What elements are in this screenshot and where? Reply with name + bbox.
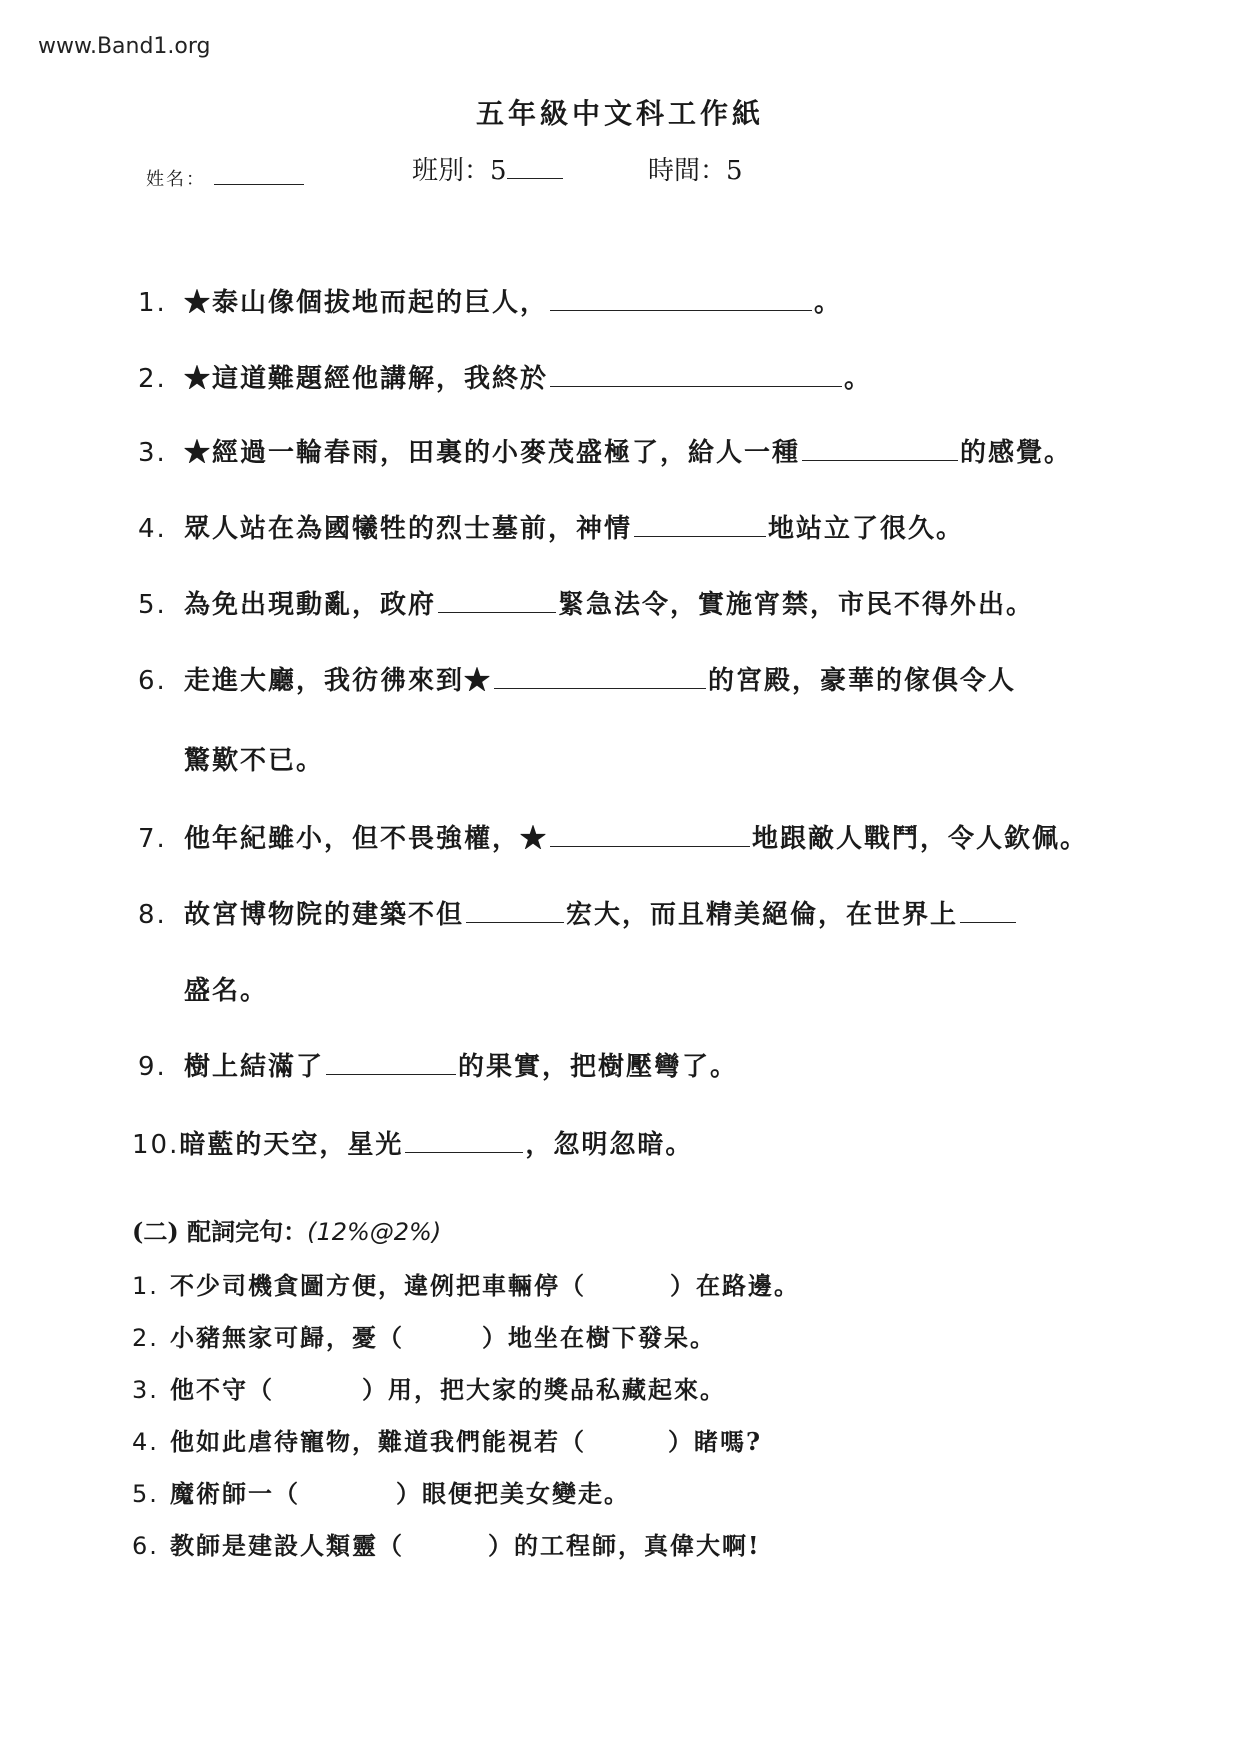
class-blank <box>507 154 563 179</box>
item-number: 5. <box>132 1480 159 1508</box>
question-text: 他年紀雖小，但不畏強權，★ <box>184 824 549 854</box>
fill-item-3 <box>132 1370 726 1405</box>
worksheet-title: 五年級中文科工作紙 <box>475 97 764 130</box>
question-number: 9. <box>138 1052 167 1082</box>
question-text: ★經過一輪春雨，田裏的小麥茂盛極了，給人一種 <box>184 438 801 468</box>
name-field <box>146 160 304 191</box>
question-6-continued <box>184 740 324 777</box>
question-text: 。 <box>814 288 843 318</box>
item-number: 4. <box>132 1428 159 1456</box>
fill-item-1 <box>132 1266 800 1301</box>
question-number: 2. <box>138 364 167 394</box>
question-8-continued <box>184 970 268 1007</box>
question-text: ★泰山像個拔地而起的巨人， <box>184 288 549 318</box>
question-text: 眾人站在為國犧牲的烈士墓前，神情 <box>184 514 633 544</box>
question-text: 的果實，把樹壓彎了。 <box>458 1052 739 1082</box>
question-text: 為免出現動亂，政府 <box>184 590 437 620</box>
section-title: (二) 配詞完句： <box>132 1217 308 1246</box>
item-text: ）睹嗎? <box>668 1427 763 1456</box>
class-field <box>412 150 563 187</box>
item-number: 1. <box>132 1272 159 1300</box>
question-number: 5. <box>138 590 167 620</box>
item-text: ）在路邊。 <box>670 1271 800 1300</box>
question-number: 3. <box>138 438 167 468</box>
item-text: 教師是建設人類靈（ <box>170 1531 404 1560</box>
item-text: ）地坐在樹下發呆。 <box>482 1323 716 1352</box>
question-text: 故宮博物院的建築不但 <box>184 900 465 930</box>
question-8 <box>138 894 1018 931</box>
answer-blank <box>634 510 766 537</box>
answer-blank <box>802 434 958 461</box>
item-text: ）的工程師，真偉大啊! <box>488 1531 761 1560</box>
name-blank <box>214 160 304 185</box>
question-text: 走進大廳，我彷彿來到★ <box>184 666 493 696</box>
answer-blank <box>550 284 812 311</box>
question-text: 的宮殿，豪華的傢俱令人 <box>708 666 1017 696</box>
answer-blank <box>438 586 556 613</box>
fill-item-5 <box>132 1474 630 1509</box>
question-text: 宏大，而且精美絕倫，在世界上 <box>566 900 959 930</box>
question-10 <box>132 1124 693 1161</box>
question-text: 地跟敵人戰鬥，令人欽佩。 <box>752 824 1089 854</box>
fill-item-2 <box>132 1318 716 1353</box>
answer-blank <box>494 662 706 689</box>
question-2 <box>138 358 872 395</box>
answer-blank <box>466 896 564 923</box>
question-text: 樹上結滿了 <box>184 1052 325 1082</box>
time-label: 時間：5 <box>648 156 743 186</box>
question-text: 。 <box>844 364 873 394</box>
answer-blank <box>550 820 750 847</box>
question-5 <box>138 584 1034 621</box>
item-number: 2. <box>132 1324 159 1352</box>
question-number: 7. <box>138 824 167 854</box>
question-text: 暗藍的天空，星光 <box>179 1130 404 1160</box>
question-7 <box>138 818 1088 855</box>
question-number: 1. <box>138 288 167 318</box>
section-heading <box>132 1212 441 1247</box>
answer-blank <box>960 896 1016 923</box>
question-number: 4. <box>138 514 167 544</box>
answer-blank <box>405 1126 523 1153</box>
class-label: 班別：5 <box>412 156 507 186</box>
question-text: 盛名。 <box>184 976 269 1006</box>
question-3 <box>138 432 1072 469</box>
item-number: 6. <box>132 1532 159 1560</box>
name-label: 姓名： <box>146 169 206 190</box>
item-text: 小豬無家可歸，憂（ <box>170 1323 404 1352</box>
question-text: 的感覺。 <box>960 438 1073 468</box>
item-text: ）用，把大家的獎品私藏起來。 <box>362 1375 726 1404</box>
score-note: (12%@2%) <box>307 1218 442 1246</box>
question-1 <box>138 282 842 319</box>
watermark: www.Band1.org <box>38 34 211 59</box>
question-text: 緊急法令，實施宵禁，市民不得外出。 <box>558 590 1035 620</box>
question-text: 地站立了很久。 <box>768 514 965 544</box>
answer-blank <box>550 360 842 387</box>
question-text: ，忽明忽暗。 <box>525 1130 694 1160</box>
fill-item-6 <box>132 1526 761 1561</box>
question-text: 驚歎不已。 <box>184 746 325 776</box>
question-number: 8. <box>138 900 167 930</box>
item-text: 不少司機貪圖方便，違例把車輛停（ <box>170 1271 586 1300</box>
question-number: 10. <box>132 1130 180 1160</box>
item-text: 他如此虐待寵物，難道我們能視若（ <box>170 1427 586 1456</box>
item-number: 3. <box>132 1376 159 1404</box>
item-text: 魔術師一（ <box>170 1479 300 1508</box>
answer-blank <box>326 1048 456 1075</box>
question-text: ★這道難題經他講解，我終於 <box>184 364 549 394</box>
question-4 <box>138 508 964 545</box>
time-field <box>648 150 743 187</box>
fill-item-4 <box>132 1422 762 1457</box>
question-6 <box>138 660 1016 697</box>
item-text: 他不守（ <box>170 1375 274 1404</box>
question-9 <box>138 1046 738 1083</box>
item-text: ）眼便把美女變走。 <box>396 1479 630 1508</box>
question-number: 6. <box>138 666 167 696</box>
